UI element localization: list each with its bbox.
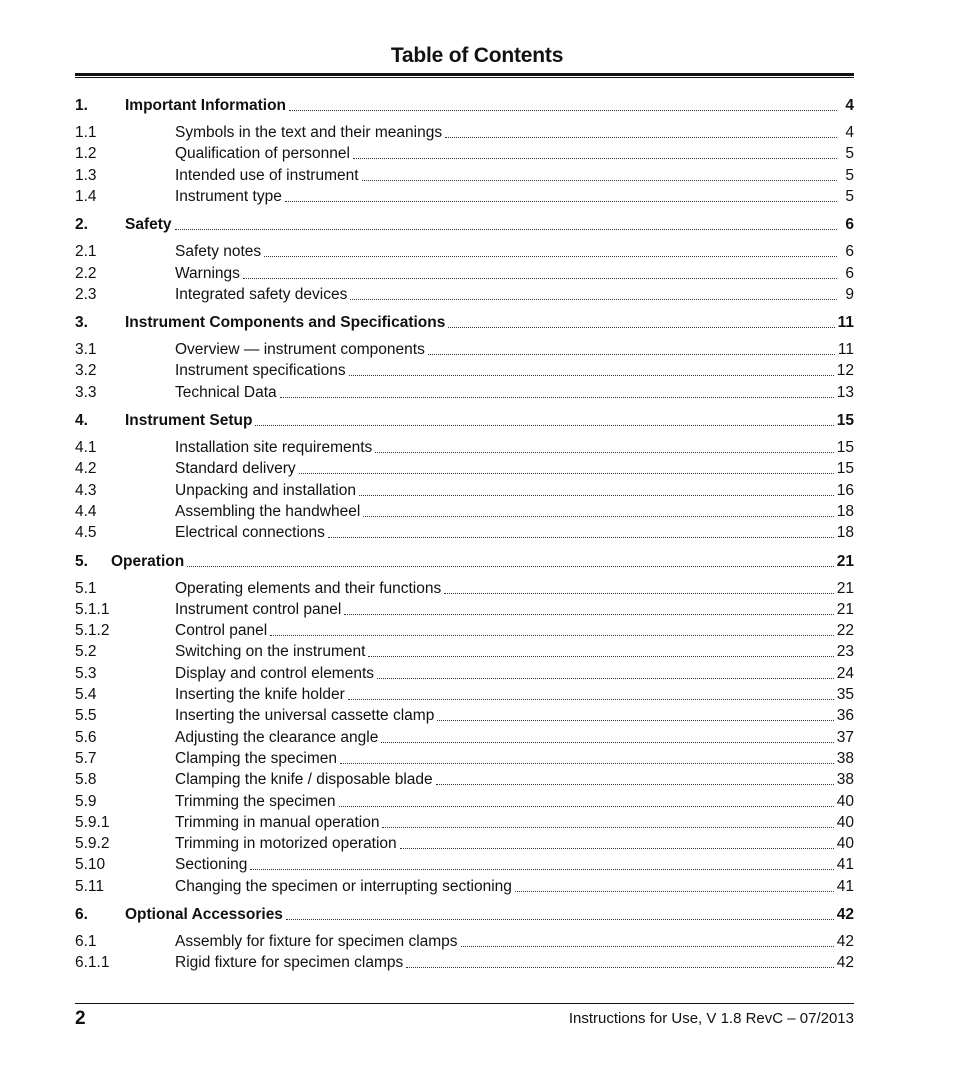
toc-entry-title: Technical Data [175, 383, 277, 401]
toc-entry-number: 5.1.2 [75, 622, 110, 640]
toc-entry-page: 4 [845, 97, 854, 114]
dot-leader [444, 593, 834, 594]
toc-entry-title: Operation [111, 552, 185, 570]
toc-entry-number: 5. [75, 552, 88, 570]
toc-subsection-entry[interactable] [75, 285, 854, 305]
toc-entry-number: 4.4 [75, 502, 97, 520]
toc-subsection-entry[interactable] [75, 877, 854, 897]
toc-subsection-entry[interactable] [75, 834, 854, 854]
toc-subsection-entry[interactable] [75, 502, 854, 522]
toc-entry-page: 24 [836, 664, 854, 682]
toc-entry-number: 4.2 [75, 460, 97, 478]
toc-subsection-entry[interactable] [75, 459, 854, 479]
toc-entry-title: Unpacking and installation [175, 481, 356, 499]
toc-subsection-entry[interactable] [75, 438, 854, 458]
footer-rule [75, 1003, 854, 1004]
toc-entry-page: 22 [836, 622, 854, 640]
toc-entry-title: Switching on the instrument [175, 643, 366, 661]
toc-entry-number: 5.3 [75, 664, 97, 682]
dot-leader [289, 110, 837, 111]
toc-subsection-entry[interactable] [75, 932, 854, 952]
toc-subsection-entry[interactable] [75, 242, 854, 262]
toc-entry-number: 2.3 [75, 285, 97, 303]
dot-leader [445, 137, 837, 138]
toc-entry-title: Assembling the handwheel [175, 502, 361, 520]
toc-subsection-entry[interactable] [75, 621, 854, 641]
toc-subsection-entry[interactable] [75, 770, 854, 790]
dot-leader [448, 327, 834, 328]
toc-entry-page: 41 [836, 877, 854, 895]
dot-leader [340, 763, 834, 764]
dot-leader [286, 919, 834, 920]
toc-entry-title: Standard delivery [175, 460, 296, 478]
toc-entry-number: 4.3 [75, 481, 97, 499]
toc-entry-page: 21 [836, 579, 854, 597]
dot-leader [344, 614, 833, 615]
toc-entry-number: 1.1 [75, 124, 97, 141]
dot-leader [382, 827, 833, 828]
toc-entry-number: 2. [75, 216, 88, 234]
toc-entry-page: 6 [845, 243, 854, 261]
toc-entry-title: Trimming the specimen [175, 792, 336, 810]
toc-entry-title: Rigid fixture for specimen clamps [175, 954, 404, 972]
toc-subsection-entry[interactable] [75, 123, 854, 143]
toc-subsection-entry[interactable] [75, 481, 854, 501]
toc-entry-page: 42 [836, 933, 854, 950]
toc-entry-page: 6 [845, 264, 854, 282]
toc-subsection-entry[interactable] [75, 728, 854, 748]
toc-entry-number: 5.9.2 [75, 835, 110, 853]
toc-entry-number: 5.8 [75, 771, 97, 789]
toc-entry-number: 4.1 [75, 439, 97, 456]
toc-entry-number: 1.3 [75, 166, 97, 184]
toc-entry-title: Qualification of personnel [175, 145, 350, 163]
toc-subsection-entry[interactable] [75, 664, 854, 684]
toc-entry-page: 12 [836, 362, 854, 380]
dot-leader [328, 537, 834, 538]
toc-entry-page: 15 [836, 439, 854, 456]
toc-entry-page: 18 [836, 502, 854, 520]
dot-leader [375, 452, 833, 453]
toc-entry-page: 6 [845, 216, 854, 234]
toc-entry-title: Trimming in manual operation [175, 813, 380, 831]
toc-entry-title: Instrument Setup [125, 412, 253, 429]
toc-entry-page: 5 [845, 187, 854, 205]
toc-subsection-entry[interactable] [75, 953, 854, 973]
toc-section-entry[interactable] [75, 905, 854, 925]
toc-entry-title: Instrument Components and Specifications [125, 314, 446, 332]
title-rule [75, 73, 854, 78]
dot-leader [400, 848, 834, 849]
toc-subsection-entry[interactable] [75, 685, 854, 705]
toc-subsection-entry[interactable] [75, 642, 854, 662]
toc-entry-number: 5.6 [75, 728, 97, 746]
dot-leader [187, 566, 834, 567]
dot-leader [515, 891, 834, 892]
toc-entry-number: 3.1 [75, 341, 97, 359]
toc-entry-number: 5.1 [75, 579, 97, 597]
toc-entry-number: 5.4 [75, 686, 97, 703]
dot-leader [377, 678, 834, 679]
toc-entry-page: 41 [836, 856, 854, 874]
dot-leader [270, 635, 834, 636]
toc-entry-title: Clamping the specimen [175, 749, 337, 767]
toc-entry-title: Display and control elements [175, 664, 375, 682]
toc-entry-title: Instrument specifications [175, 362, 346, 380]
toc-entry-title: Optional Accessories [125, 906, 283, 923]
toc-subsection-entry[interactable] [75, 706, 854, 726]
toc-entry-number: 6. [75, 906, 88, 923]
toc-entry-title: Sectioning [175, 856, 248, 874]
dot-leader [381, 742, 833, 743]
toc-entry-title: Safety [125, 216, 172, 234]
toc-entry-title: Clamping the knife / disposable blade [175, 771, 433, 789]
toc-section-entry[interactable] [75, 313, 854, 333]
toc-section-entry[interactable] [75, 215, 854, 235]
toc-subsection-entry[interactable] [75, 600, 854, 620]
toc-subsection-entry[interactable] [75, 187, 854, 207]
dot-leader [406, 967, 833, 968]
toc-entry-number: 2.1 [75, 243, 97, 261]
toc-section-entry[interactable] [75, 96, 854, 116]
toc-subsection-entry[interactable] [75, 340, 854, 360]
dot-leader [349, 375, 834, 376]
toc-subsection-entry[interactable] [75, 813, 854, 833]
dot-leader [362, 180, 837, 181]
toc-entry-number: 5.9 [75, 792, 97, 810]
toc-entry-number: 3.3 [75, 383, 97, 401]
toc-entry-title: Inserting the universal cassette clamp [175, 707, 435, 725]
toc-subsection-entry[interactable] [75, 361, 854, 381]
toc-entry-page: 40 [836, 792, 854, 810]
toc-subsection-entry[interactable] [75, 523, 854, 543]
toc-entry-number: 5.2 [75, 643, 97, 661]
toc-entry-page: 11 [837, 341, 854, 359]
dot-leader [285, 201, 837, 202]
dot-leader [339, 806, 834, 807]
toc-entry-number: 5.10 [75, 856, 106, 874]
toc-entry-number: 2.2 [75, 264, 97, 282]
dot-leader [428, 354, 835, 355]
toc-entry-title: Electrical connections [175, 524, 325, 542]
toc-entry-number: 6.1.1 [75, 954, 110, 972]
toc-entry-title: Intended use of instrument [175, 166, 359, 184]
toc-entry-number: 1.4 [75, 187, 97, 205]
dot-leader [436, 784, 834, 785]
toc-entry-number: 6.1 [75, 933, 97, 950]
toc-entry-number: 3. [75, 314, 88, 332]
toc-entry-title: Integrated safety devices [175, 285, 348, 303]
toc-entry-number: 3.2 [75, 362, 97, 380]
dot-leader [353, 158, 837, 159]
toc-entry-page: 4 [845, 124, 854, 141]
toc-entry-title: Inserting the knife holder [175, 686, 345, 703]
toc-entry-number: 5.5 [75, 707, 97, 725]
toc-entry-page: 16 [836, 481, 854, 499]
toc-entry-title: Control panel [175, 622, 268, 640]
toc-entry-page: 9 [845, 285, 854, 303]
toc-subsection-entry[interactable] [75, 792, 854, 812]
toc-entry-page: 5 [845, 145, 854, 163]
dot-leader [348, 699, 834, 700]
toc-subsection-entry[interactable] [75, 264, 854, 284]
dot-leader [363, 516, 833, 517]
toc-entry-number: 5.11 [75, 877, 105, 895]
toc-subsection-entry[interactable] [75, 144, 854, 164]
toc-entry-page: 15 [836, 460, 854, 478]
dot-leader [280, 397, 834, 398]
toc-entry-title: Safety notes [175, 243, 262, 261]
dot-leader [359, 495, 834, 496]
toc-entry-title: Symbols in the text and their meanings [175, 124, 443, 141]
toc-entry-page: 38 [836, 771, 854, 789]
dot-leader [243, 278, 837, 279]
toc-subsection-entry[interactable] [75, 855, 854, 875]
toc-entry-page: 42 [836, 954, 854, 972]
toc-entry-title: Changing the specimen or interrupting sectioning [175, 877, 512, 895]
toc-entry-page: 13 [836, 383, 854, 401]
toc-section-entry[interactable] [75, 552, 854, 572]
toc-entry-page: 18 [836, 524, 854, 542]
dot-leader [264, 256, 837, 257]
toc-entry-title: Overview — instrument components [175, 341, 425, 359]
toc-entry-page: 40 [836, 813, 854, 831]
toc-entry-title: Assembly for fixture for specimen clamps [175, 933, 458, 950]
toc-entry-title: Trimming in motorized operation [175, 835, 397, 853]
toc-entry-page: 42 [836, 906, 854, 923]
toc-subsection-entry[interactable] [75, 166, 854, 186]
dot-leader [368, 656, 833, 657]
toc-subsection-entry[interactable] [75, 579, 854, 599]
dot-leader [350, 299, 837, 300]
dot-leader [175, 229, 837, 230]
toc-entry-page: 36 [836, 707, 854, 725]
dot-leader [250, 869, 833, 870]
toc-entry-title: Installation site requirements [175, 439, 373, 456]
toc-entry-number: 5.7 [75, 749, 97, 767]
toc-entry-page: 35 [836, 686, 854, 703]
dot-leader [437, 720, 833, 721]
toc-entry-page: 21 [836, 552, 854, 570]
toc-entry-title: Operating elements and their functions [175, 579, 442, 597]
toc-entry-title: Important Information [125, 97, 287, 114]
toc-entry-number: 5.9.1 [75, 813, 110, 831]
dot-leader [461, 946, 834, 947]
footer-text: Instructions for Use, V 1.8 RevC – 07/2013 [568, 1010, 854, 1027]
toc-entry-page: 23 [836, 643, 854, 661]
dot-leader [299, 473, 834, 474]
toc-entry-page: 11 [837, 314, 854, 332]
toc-entry-title: Instrument type [175, 187, 282, 205]
toc-entry-title: Warnings [175, 264, 240, 282]
toc-entry-title: Instrument control panel [175, 600, 342, 618]
page-title: Table of Contents [390, 44, 564, 67]
dot-leader [255, 425, 833, 426]
toc-entry-page: 5 [845, 166, 854, 184]
toc-subsection-entry[interactable] [75, 749, 854, 769]
footer-page-number: 2 [75, 1008, 86, 1029]
toc-entry-title: Adjusting the clearance angle [175, 728, 379, 746]
toc-entry-number: 4. [75, 412, 88, 429]
toc-entry-page: 21 [836, 600, 854, 618]
toc-section-entry[interactable] [75, 411, 854, 431]
toc-entry-page: 38 [836, 749, 854, 767]
toc-entry-number: 1.2 [75, 145, 97, 163]
toc-entry-page: 37 [836, 728, 854, 746]
toc-entry-number: 4.5 [75, 524, 97, 542]
toc-entry-page: 40 [836, 835, 854, 853]
toc-subsection-entry[interactable] [75, 383, 854, 403]
toc-entry-number: 1. [75, 97, 88, 114]
toc-entry-page: 15 [836, 412, 854, 429]
toc-entry-number: 5.1.1 [75, 600, 110, 618]
